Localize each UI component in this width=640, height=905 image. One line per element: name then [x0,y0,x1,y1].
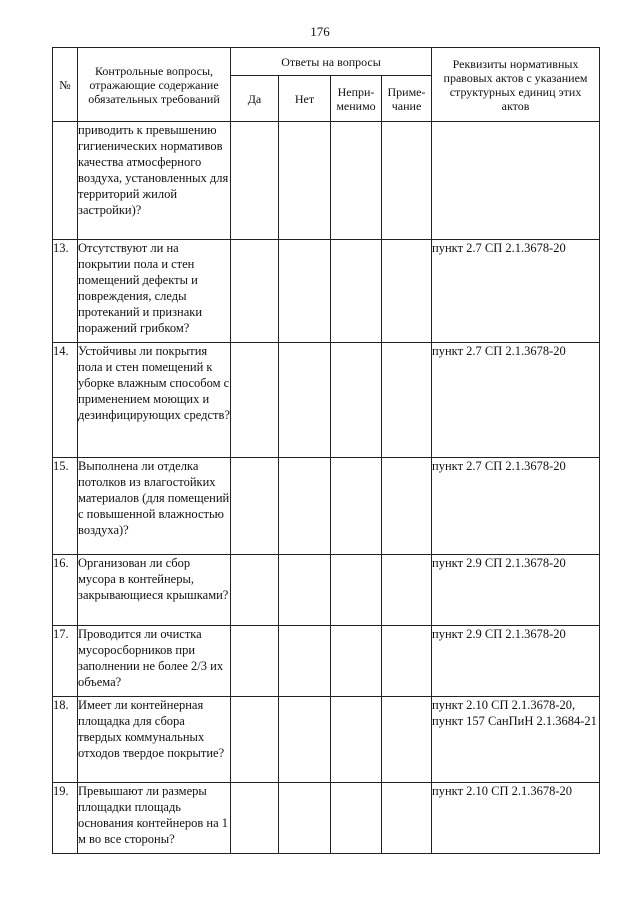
answer-no-cell [279,783,331,854]
header-na: Непри-менимо [331,76,382,122]
answer-yes-cell [231,697,279,783]
row-reference [432,122,600,240]
header-no: Нет [279,76,331,122]
answer-yes-cell [231,343,279,458]
answer-na-cell [331,240,382,343]
row-number [53,122,78,240]
answer-note-cell [382,122,432,240]
row-number: 19. [53,783,78,854]
answer-yes-cell [231,240,279,343]
row-reference: пункт 2.10 СП 2.1.3678-20, пункт 157 СанПиН 2.1.3684-21 [432,697,600,783]
answer-na-cell [331,555,382,626]
answer-note-cell [382,240,432,343]
answer-yes-cell [231,122,279,240]
table-row [53,240,600,343]
answer-note-cell [382,697,432,783]
row-number: 18. [53,697,78,783]
table-row [53,555,600,626]
row-question: приводить к превышению гигиенических нормативов качества атмосферного воздуха, установленных для территорий жилой застройки)? [78,122,231,240]
row-question: Устойчивы ли покрытия пола и стен помещений к уборке влажным способом с применением моющих и дезинфицирующих средств? [78,343,231,458]
row-number: 13. [53,240,78,343]
row-number: 17. [53,626,78,697]
answer-note-cell [382,626,432,697]
table-row [53,626,600,697]
row-reference: пункт 2.7 СП 2.1.3678-20 [432,240,600,343]
answer-yes-cell [231,458,279,555]
row-reference: пункт 2.7 СП 2.1.3678-20 [432,458,600,555]
row-reference: пункт 2.9 СП 2.1.3678-20 [432,626,600,697]
row-question: Выполнена ли отделка потолков из влагостойких материалов (для помещений с повышенной влажностью воздуха)? [78,458,231,555]
table-row [53,343,600,458]
header-yes: Да [231,76,279,122]
row-question: Организован ли сбор мусора в контейнеры, закрывающиеся крышками? [78,555,231,626]
header-questions: Контрольные вопросы, отражающие содержание обязательных требований [78,48,231,122]
row-number: 16. [53,555,78,626]
answer-note-cell [382,343,432,458]
header-requisites: Реквизиты нормативных правовых актов с указанием структурных единиц этих актов [432,48,600,122]
answer-no-cell [279,555,331,626]
table-row [53,458,600,555]
row-question: Отсутствуют ли на покрытии пола и стен помещений дефекты и повреждения, следы протеканий и признаки поражений грибком? [78,240,231,343]
row-reference: пункт 2.10 СП 2.1.3678-20 [432,783,600,854]
answer-no-cell [279,458,331,555]
table-row [53,122,600,240]
answer-na-cell [331,626,382,697]
answer-na-cell [331,343,382,458]
checklist-table [52,47,600,854]
header-note: Приме-чание [382,76,432,122]
table-row [53,783,600,854]
answer-note-cell [382,555,432,626]
answer-note-cell [382,783,432,854]
answer-yes-cell [231,783,279,854]
row-number: 14. [53,343,78,458]
answer-yes-cell [231,555,279,626]
answer-na-cell [331,122,382,240]
row-number: 15. [53,458,78,555]
answer-note-cell [382,458,432,555]
row-reference: пункт 2.9 СП 2.1.3678-20 [432,555,600,626]
row-question: Превышают ли размеры площадки площадь основания контейнеров на 1 м во все стороны? [78,783,231,854]
header-answers-group: Ответы на вопросы [231,48,432,76]
header-row [53,48,600,76]
answer-na-cell [331,783,382,854]
table-row [53,697,600,783]
answer-no-cell [279,240,331,343]
row-question: Имеет ли контейнерная площадка для сбора твердых коммунальных отходов твердое покрытие? [78,697,231,783]
row-reference: пункт 2.7 СП 2.1.3678-20 [432,343,600,458]
answer-yes-cell [231,626,279,697]
header-num: № [53,48,78,122]
page-number: 176 [310,24,330,39]
answer-no-cell [279,697,331,783]
answer-no-cell [279,122,331,240]
answer-no-cell [279,343,331,458]
row-question: Проводится ли очистка мусоросборников при заполнении не более 2/3 их объема? [78,626,231,697]
answer-na-cell [331,697,382,783]
answer-na-cell [331,458,382,555]
answer-no-cell [279,626,331,697]
